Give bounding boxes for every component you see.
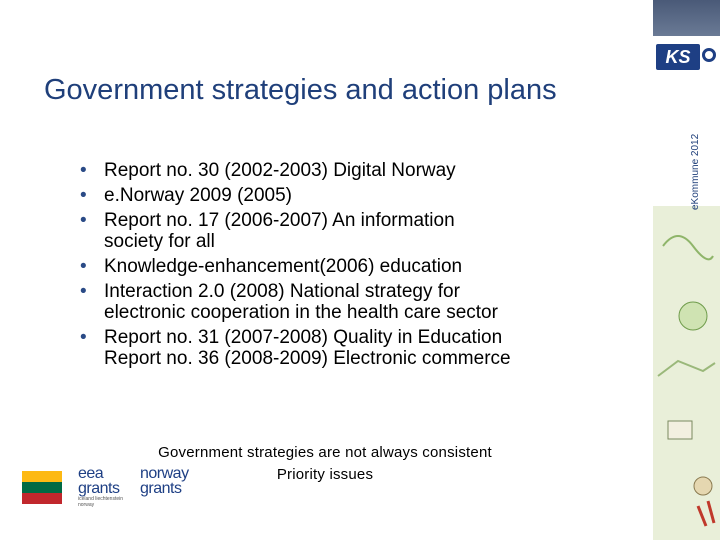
bullet-item — [80, 185, 650, 206]
eea-logo-word: grants — [78, 480, 120, 497]
bullet-text: Interaction 2.0 (2008) National strategy for — [104, 281, 460, 302]
note-consistency: Government strategies are not always consistent — [158, 444, 492, 461]
norway-logo-word: norway — [140, 465, 189, 482]
bullet-continuation: Report no. 36 (2008-2009) Electronic commerce — [104, 348, 511, 369]
eea-logo-word: eea — [78, 465, 104, 482]
ks-logo: KS — [656, 44, 700, 70]
bullet-text: e.Norway 2009 (2005) — [104, 185, 292, 206]
bullet-dot-icon: • — [80, 185, 87, 206]
bullet-item — [80, 327, 650, 369]
lithuania-flag-icon — [22, 471, 62, 504]
bullet-text: Knowledge-enhancement(2006) education — [104, 256, 463, 277]
bullet-text: Report no. 17 (2006-2007) An information — [104, 210, 455, 231]
bullet-continuation: society for all — [104, 231, 215, 252]
bullet-item — [80, 256, 650, 277]
bullet-dot-icon: • — [80, 256, 87, 277]
bullet-list — [80, 160, 650, 373]
bullet-item — [80, 281, 650, 323]
eea-grants-logo — [78, 466, 138, 510]
ks-emblem-icon — [702, 48, 716, 62]
bullet-dot-icon: • — [80, 281, 87, 302]
bullet-item — [80, 210, 650, 252]
bullet-dot-icon: • — [80, 210, 87, 231]
norway-grants-logo — [140, 466, 210, 510]
norway-logo-word: grants — [140, 480, 182, 497]
illustration-decoration — [653, 206, 720, 540]
bullet-text: Report no. 30 (2002-2003) Digital Norway — [104, 160, 456, 181]
bullet-continuation: electronic cooperation in the health care sector — [104, 302, 498, 323]
slide-title: Government strategies and action plans — [44, 74, 557, 106]
eea-logo-subtitle: iceland liechtenstein norway — [78, 496, 124, 508]
bullet-item — [80, 160, 650, 181]
bullet-dot-icon: • — [80, 160, 87, 181]
side-label: eKommune 2012 — [690, 133, 701, 210]
bullet-text: Report no. 31 (2007-2008) Quality in Education — [104, 327, 503, 348]
bullet-dot-icon: • — [80, 327, 87, 348]
note-priority: Priority issues — [276, 466, 374, 483]
right-top-band — [653, 0, 720, 36]
